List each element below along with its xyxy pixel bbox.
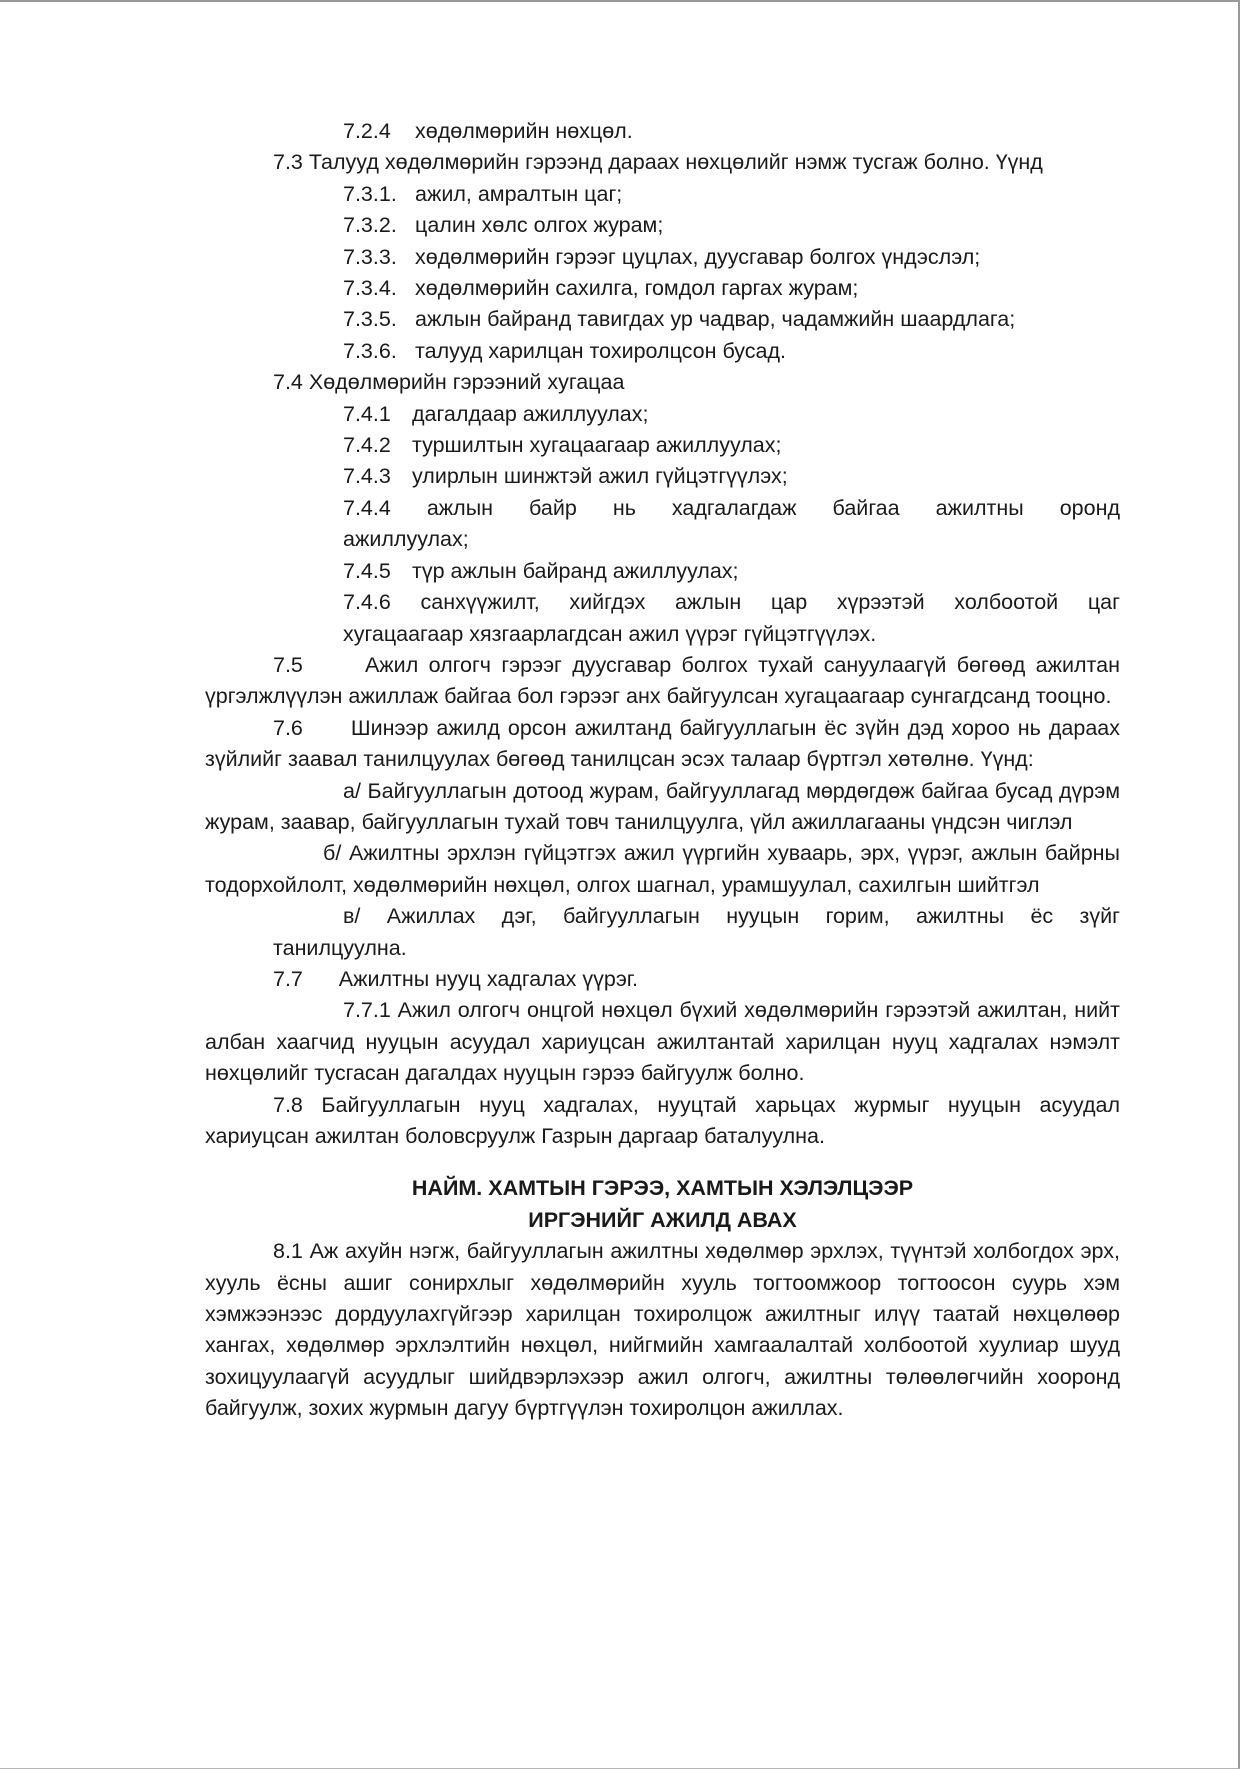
item-7-4-2: 7.4.2 туршилтын хугацаагаар ажиллуулах; xyxy=(343,433,782,458)
section-heading-8: НАЙМ. ХАМТЫН ГЭРЭЭ, ХАМТЫН ХЭЛЭЛЦЭЭР ИРГЭНИЙГ АЖИЛД АВАХ xyxy=(411,1176,914,1232)
paragraph-7-5: 7.5 Ажил олгогч гэрээг дуусгавар болгох тухай сануулаагүй бөгөөд ажилтан үргэлжлүүлэн ажиллаж байгаа бол гэрээг анх байгуулсан хугацаагаар сунгагдсанд тооцно. xyxy=(205,652,1126,709)
item-7-2-4: 7.2.4 хөдөлмөрийн нөхцөл. xyxy=(343,119,633,143)
section-7-3: 7.3 Талууд хөдөлмөрийн гэрээнд дараах нөхцөлийг нэмж тусгаж болно. Үүнд xyxy=(273,150,1043,175)
paragraph-7-7-1: 7.7.1 Ажил олгогч онцгой нөхцөл бүхий хөдөлмөрийн гэрээтэй ажилтан, нийт албан хаагчид нууцын асуудал хариуцсан ажилтантай харилцан нууц хадгалах нэмэлт нөхцөлийг тусгасан дагалдах нууцын гэрээ байгуулж болно. xyxy=(205,998,1120,1086)
document-body xyxy=(205,116,1126,1425)
item-7-4-4: 7.4.4 ажлын байр нь хадгалагдаж байгаа ажилтны оронд xyxy=(343,495,1120,520)
item-7-4-4-cont: ажиллуулах; xyxy=(343,527,469,552)
item-7-4-5: 7.4.5 түр ажлын байранд ажиллуулах; xyxy=(343,558,739,583)
item-7-3-4: 7.3.4. хөдөлмөрийн сахилга, гомдол гаргах журам; xyxy=(343,276,859,301)
item-7-3-5: 7.3.5. ажлын байранд тавигдах ур чадвар, чадамжийн шаардлага; xyxy=(343,307,1016,332)
item-7-3-6: 7.3.6. талууд харилцан тохиролцсон бусад. xyxy=(343,338,787,363)
section-7-4: 7.4 Хөдөлмөрийн гэрээний хугацаа xyxy=(273,370,625,395)
paragraph-7-6-v-cont: танилцуулна. xyxy=(273,935,407,960)
paragraph-7-8: 7.8 Байгууллагын нууц хадгалах, нууцтай харьцах журмыг нууцын асуудал хариуцсан ажилтан боловсруулж Газрын даргаар баталуулна. xyxy=(205,1092,1120,1148)
paragraph-7-6-b: б/ Ажилтны эрхлэн гүйцэтгэх ажил үүргийн хуваарь, эрх, үүрэг, ажлын байрны тодорхойлолт, хөдөлмөрийн нөхцөл, олгох шагнал, урамшуулал, сахилгын шийтгэл xyxy=(205,841,1120,897)
paragraph-7-6-a: а/ Байгууллагын дотоод журам, байгууллагад мөрдөгдөж байгаа бусад дүрэм журам, заавар, байгууллагын тухай товч танилцуулга, үйл ажиллагааны үндсэн чиглэл xyxy=(205,778,1120,834)
item-7-3-3: 7.3.3. хөдөлмөрийн гэрээг цуцлах, дуусгавар болгох үндэслэл; xyxy=(343,244,981,269)
paragraph-7-6-v: в/ Ажиллах дэг, байгууллагын нууцын горим, ажилтны ёс зүйг xyxy=(343,904,1120,929)
paragraph-7-6: 7.6 Шинээр ажилд орсон ажилтанд байгууллагын ёс зүйн дэд хороо нь дараах зүйлийг заавал танилцуулах бөгөөд танилцсан эсэх талаар бүртгэл хөтөлнө. Үүнд: xyxy=(205,715,1126,772)
item-7-4-6: 7.4.6 санхүүжилт, хийгдэх ажлын цар хүрээтэй холбоотой цаг xyxy=(343,590,1120,615)
item-7-3-2: 7.3.2. цалин хөлс олгох журам; xyxy=(343,213,664,238)
item-7-4-3: 7.4.3 улирлын шинжтэй ажил гүйцэтгүүлэх; xyxy=(343,464,788,489)
paragraph-7-7: 7.7 Ажилтны нууц хадгалах үүрэг. xyxy=(273,966,638,991)
item-7-4-6-cont: хугацаагаар хязгаарлагдсан ажил үүрэг гүйцэтгүүлэх. xyxy=(343,621,877,646)
item-7-3-1: 7.3.1. ажил, амралтын цаг; xyxy=(343,181,623,206)
item-7-4-1: 7.4.1 дагалдаар ажиллуулах; xyxy=(343,401,649,426)
paragraph-8-1: 8.1 Аж ахуйн нэгж, байгууллагын ажилтны хөдөлмөр эрхлэх, түүнтэй холбогдох эрх, хууль ёсны ашиг сонирхлыг хөдөлмөрийн хууль тогтоомжоор тогтоосон суурь хэм хэмжээнээс дордуулахгүйгээр харилцан тохиролцож ажилтныг илүү таатай нөхцөлөөр хангах, хөдөлмөр эрхлэлтийн нөхцөл, нийгмийн хамгаалалтай холбоотой хуулиар шууд зохицуулаагүй асуудлыг шийдвэрлэхээр ажил олгогч, ажилтны төлөөлөгчийн хооронд байгуулж, зохих журмын дагуу бүртгүүлэн тохиролцон ажиллах. xyxy=(205,1239,1120,1421)
